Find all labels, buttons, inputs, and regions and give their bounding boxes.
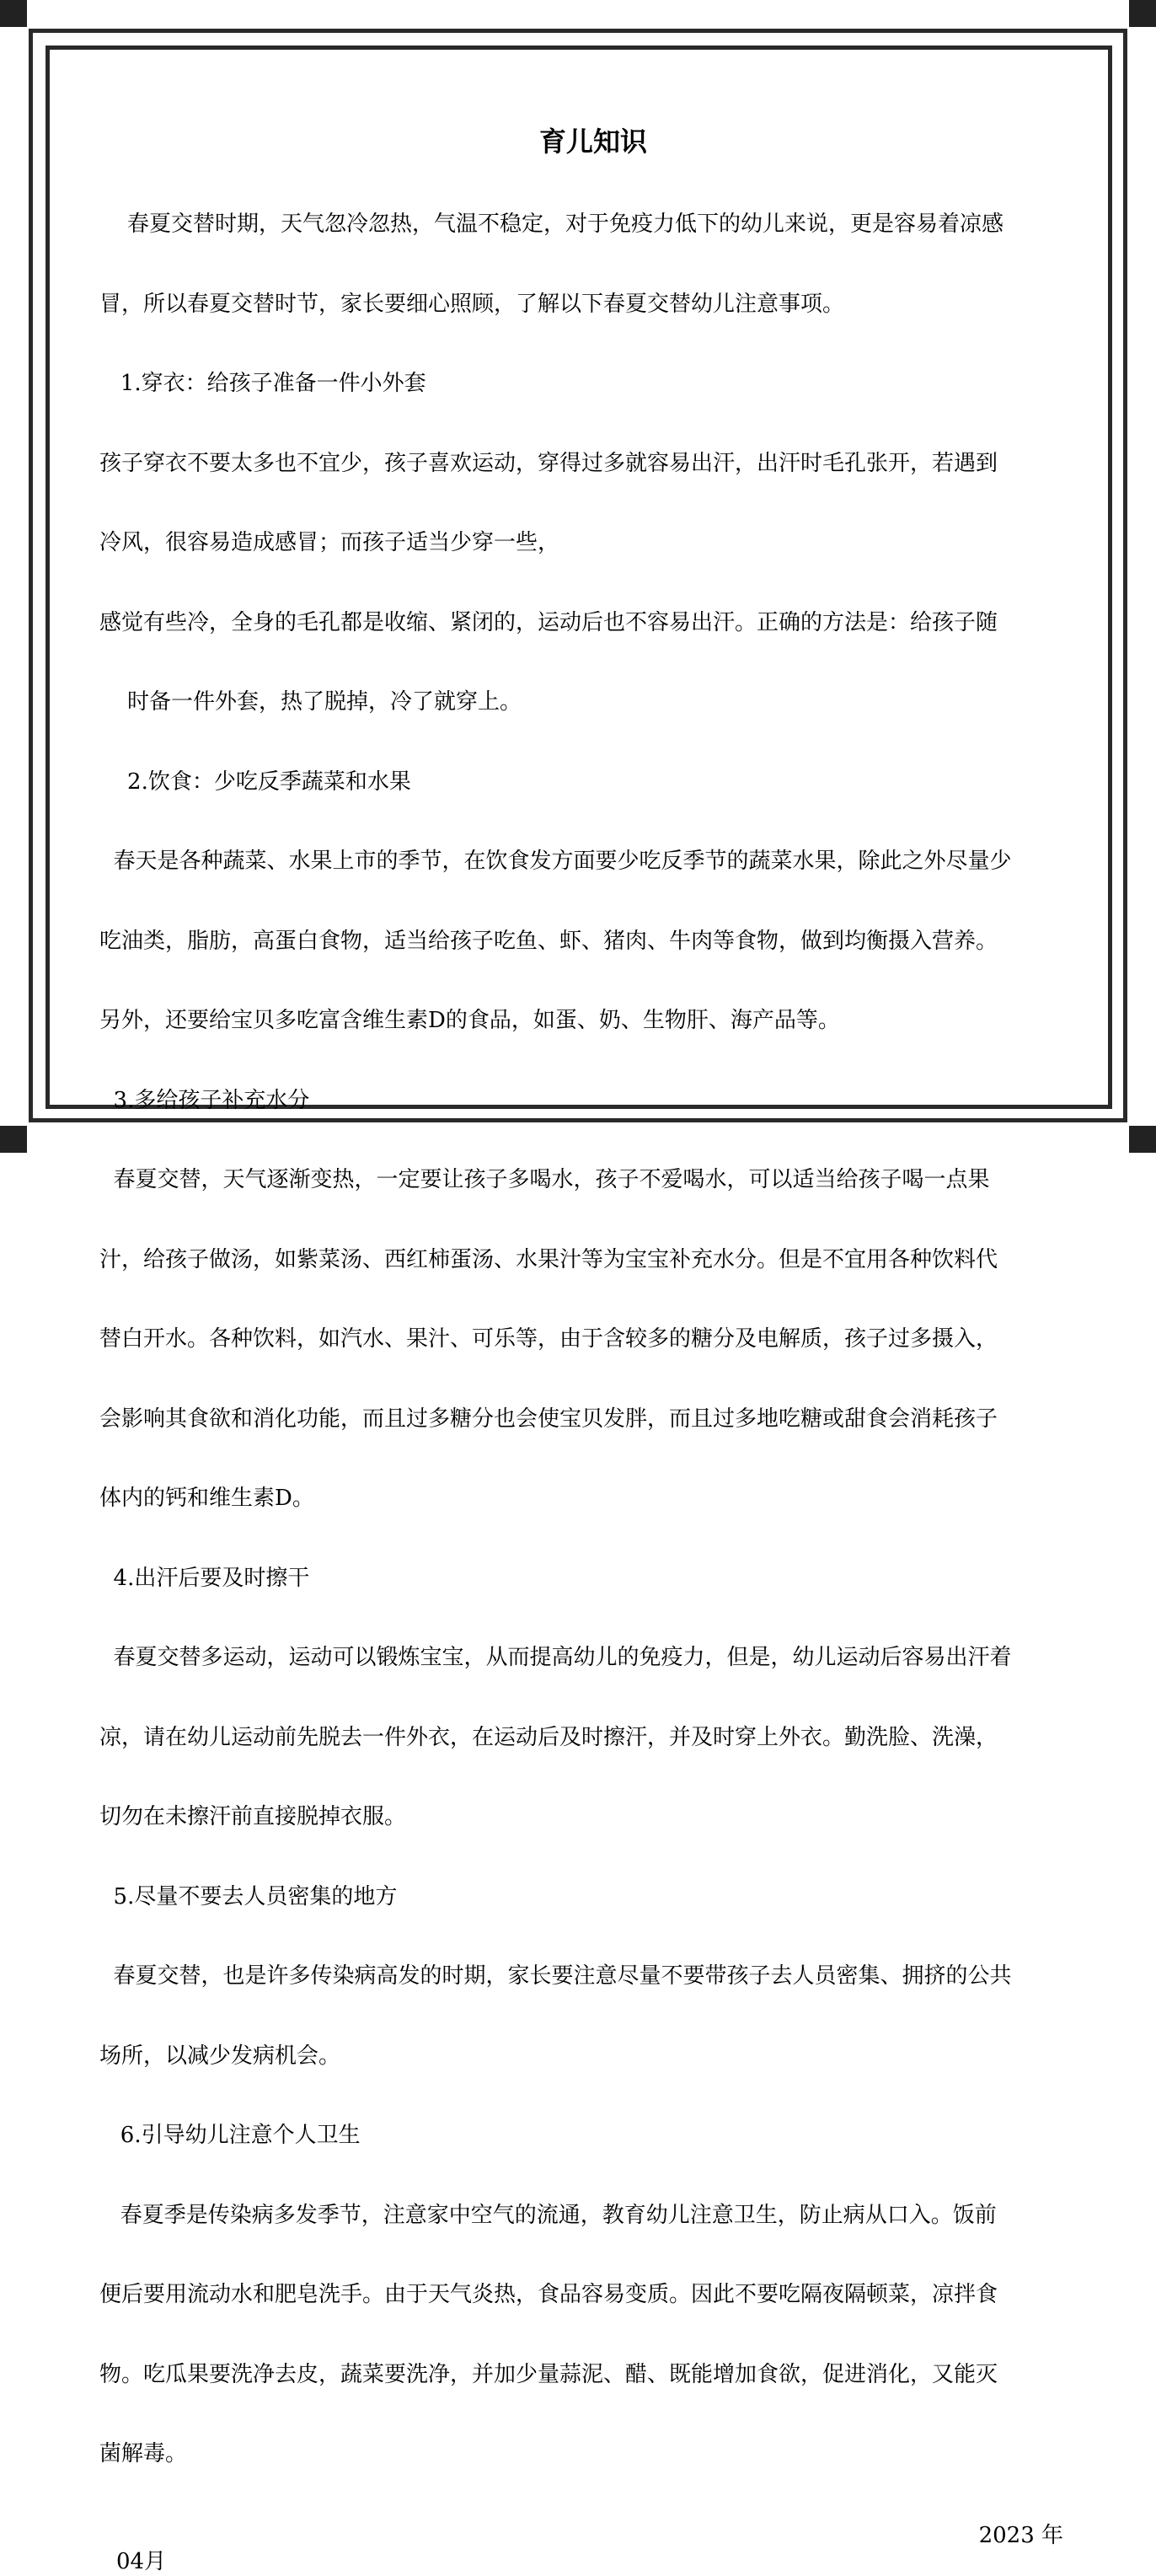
text-line: 便后要用流动水和肥皂洗手。由于天气炎热，食品容易变质。因此不要吃隔夜隔顿菜，凉拌食 <box>99 2282 998 2307</box>
text-line: 春夏交替时期，天气忽冷忽热，气温不稳定，对于免疫力低下的幼儿来说，更是容易着凉感 <box>99 212 1004 237</box>
corner-block-bottom-left <box>0 1126 27 1153</box>
corner-block-top-left <box>0 0 27 27</box>
section-heading-3: 3.多给孩子补充水分 <box>99 1087 310 1113</box>
text-line: 春天是各种蔬菜、水果上市的季节，在饮食发方面要少吃反季节的蔬菜水果，除此之外尽量少 <box>99 849 1012 874</box>
text-line: 孩子穿衣不要太多也不宜少，孩子喜欢运动，穿得过多就容易出汗，出汗时毛孔张开，若遇到 <box>99 450 998 476</box>
date-month: 04月 <box>116 2549 167 2574</box>
text-line: 切勿在未擦汗前直接脱掉衣服。 <box>99 1804 407 1829</box>
corner-block-bottom-right <box>1129 1126 1156 1153</box>
text-line: 春夏交替，也是许多传染病高发的时期，家长要注意尽量不要带孩子去人员密集、拥挤的公共 <box>99 1963 1012 1989</box>
text-line: 春夏交替，天气逐渐变热，一定要让孩子多喝水，孩子不爱喝水，可以适当给孩子喝一点果 <box>99 1167 990 1192</box>
text-line: 春夏交替多运动，运动可以锻炼宝宝，从而提高幼儿的免疫力，但是，幼儿运动后容易出汗着 <box>99 1645 1012 1670</box>
text-line: 感觉有些冷，全身的毛孔都是收缩、紧闭的，运动后也不容易出汗。正确的方法是：给孩子随 <box>99 609 998 635</box>
text-line: 场所，以减少发病机会。 <box>99 2043 341 2069</box>
section-heading-2: 2.饮食：少吃反季蔬菜和水果 <box>99 769 411 795</box>
text-line: 冷风，很容易造成感冒；而孩子适当少穿一些， <box>99 530 560 555</box>
section-heading-4: 4.出汗后要及时擦干 <box>99 1565 310 1591</box>
text-line: 时备一件外套，热了脱掉，冷了就穿上。 <box>99 689 522 715</box>
text-line: 菌解毒。 <box>99 2441 188 2466</box>
text-line: 春夏季是传染病多发季节，注意家中空气的流通，教育幼儿注意卫生，防止病从口入。饭前 <box>99 2202 997 2228</box>
section-heading-5: 5.尽量不要去人员密集的地方 <box>99 1883 398 1909</box>
section-heading-6: 6.引导幼儿注意个人卫生 <box>99 2123 361 2148</box>
text-line: 会影响其食欲和消化功能，而且过多糖分也会使宝贝发胖，而且过多地吃糖或甜食会消耗孩子 <box>99 1406 998 1432</box>
date-year: 2023 年 <box>978 2522 1063 2548</box>
section-heading-1: 1.穿衣：给孩子准备一件小外套 <box>99 371 426 396</box>
article-text <box>99 158 1067 2521</box>
text-line: 汁，给孩子做汤，如紫菜汤、西红柿蛋汤、水果汁等为宝宝补充水分。但是不宜用各种饮料代 <box>99 1246 998 1272</box>
document-body <box>99 125 1067 2576</box>
page-title: 育儿知识 <box>538 126 647 158</box>
text-line: 另外，还要给宝贝多吃富含维生素D的食品，如蛋、奶、生物肝、海产品等。 <box>99 1008 840 1033</box>
text-line: 物。吃瓜果要洗净去皮，蔬菜要洗净，并加少量蒜泥、醋、既能增加食欲，促进消化，又能灭 <box>99 2361 998 2387</box>
text-line: 体内的钙和维生素D。 <box>99 1486 314 1511</box>
text-line: 冒，所以春夏交替时节，家长要细心照顾，了解以下春夏交替幼儿注意事项。 <box>99 291 845 317</box>
text-line: 吃油类，脂肪，高蛋白食物，适当给孩子吃鱼、虾、猪肉、牛肉等食物，做到均衡摄入营养。 <box>99 928 998 954</box>
text-line: 凉，请在幼儿运动前先脱去一件外衣，在运动后及时擦汗，并及时穿上外衣。勤洗脸、洗澡， <box>99 1724 998 1750</box>
text-line: 替白开水。各种饮料，如汽水、果汁、可乐等，由于含较多的糖分及电解质，孩子过多摄入， <box>99 1326 998 1352</box>
corner-block-top-right <box>1129 0 1156 27</box>
